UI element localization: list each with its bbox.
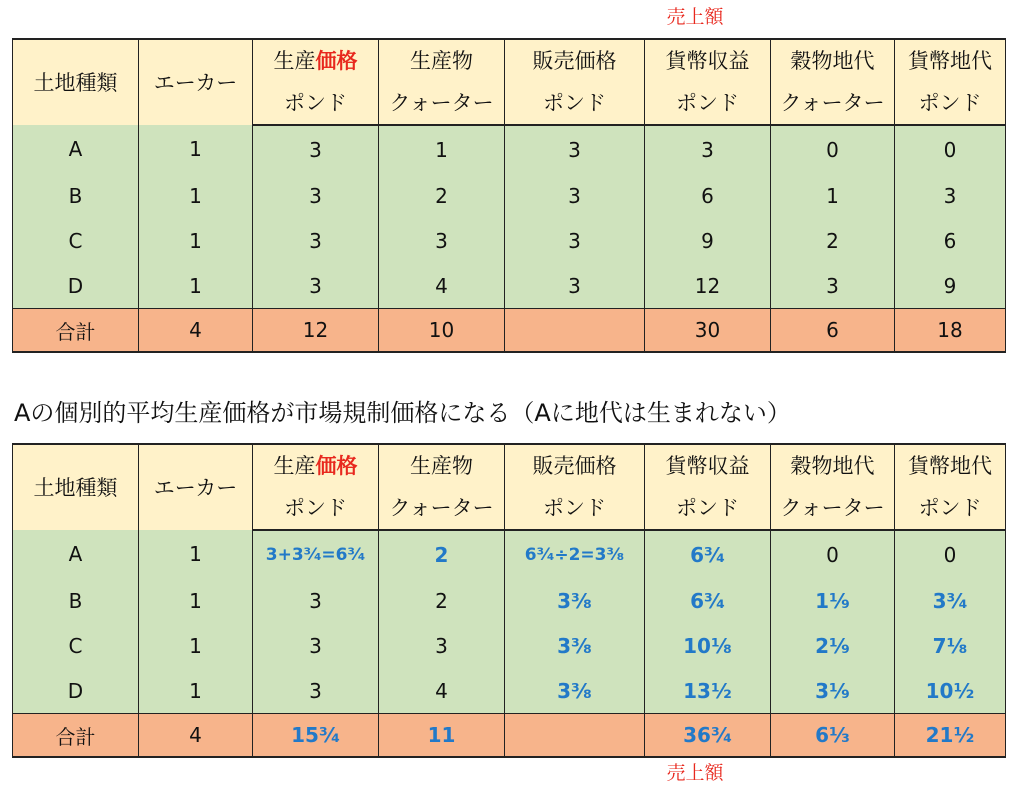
cell-land: C	[13, 623, 139, 668]
header-revenue: 貨幣収益	[645, 444, 771, 487]
cell-money-rent: 6	[895, 218, 1006, 263]
total-revenue: 30	[645, 309, 771, 353]
header-prod-price-unit: ポンド	[253, 487, 379, 530]
cell-prod-price: 3+3³⁄₄=6³⁄₄	[253, 530, 379, 578]
cell-grain-rent: 1	[771, 173, 895, 218]
total-row	[13, 714, 1006, 758]
cell-land: B	[13, 173, 139, 218]
cell-product: 4	[379, 263, 505, 309]
revenue-label-bottom: 売上額	[666, 762, 724, 784]
cell-sale-price: 3³⁄₈	[505, 578, 645, 623]
cell-land: D	[13, 263, 139, 309]
header-grain-rent-unit: クォーター	[771, 82, 895, 125]
revenue-label-top: 売上額	[666, 6, 724, 28]
cell-money-rent: 10¹⁄₂	[895, 668, 1006, 714]
cell-land: A	[13, 125, 139, 173]
total-label: 合計	[13, 714, 139, 758]
cell-revenue: 3	[645, 125, 771, 173]
total-label: 合計	[13, 309, 139, 353]
header-product: 生産物	[379, 444, 505, 487]
total-acre: 4	[139, 714, 253, 758]
header-acre: エーカー	[139, 39, 253, 125]
header-sale-price-unit: ポンド	[505, 487, 645, 530]
cell-sale-price: 3	[505, 173, 645, 218]
cell-prod-price: 3	[253, 623, 379, 668]
cell-money-rent: 9	[895, 263, 1006, 309]
total-revenue: 36³⁄₄	[645, 714, 771, 758]
rent-table-1	[12, 38, 1006, 353]
cell-revenue: 6³⁄₄	[645, 530, 771, 578]
header-land-type: 土地種類	[13, 39, 139, 125]
cell-grain-rent: 2	[771, 218, 895, 263]
cell-product: 2	[379, 173, 505, 218]
header-sale-price: 販売価格	[505, 444, 645, 487]
cell-money-rent: 7¹⁄₈	[895, 623, 1006, 668]
cell-acre: 1	[139, 530, 253, 578]
header-prod-price: 生産価格	[253, 39, 379, 82]
header-land-type: 土地種類	[13, 444, 139, 530]
cell-sale-price: 3³⁄₈	[505, 668, 645, 714]
header-money-rent-unit: ポンド	[895, 82, 1006, 125]
header-grain-rent-unit: クォーター	[771, 487, 895, 530]
cell-acre: 1	[139, 263, 253, 309]
cell-prod-price: 3	[253, 578, 379, 623]
header-prod-price: 生産価格	[253, 444, 379, 487]
total-sale-price	[505, 714, 645, 758]
table-row	[13, 173, 1006, 218]
total-prod-price: 15³⁄₄	[253, 714, 379, 758]
cell-money-rent: 3³⁄₄	[895, 578, 1006, 623]
header-grain-rent: 穀物地代	[771, 39, 895, 82]
table-row	[13, 668, 1006, 714]
cell-sale-price: 3	[505, 125, 645, 173]
cell-revenue: 13¹⁄₂	[645, 668, 771, 714]
header-acre: エーカー	[139, 444, 253, 530]
total-product: 10	[379, 309, 505, 353]
total-prod-price: 12	[253, 309, 379, 353]
cell-revenue: 12	[645, 263, 771, 309]
cell-land: B	[13, 578, 139, 623]
cell-grain-rent: 1¹⁄₉	[771, 578, 895, 623]
cell-acre: 1	[139, 173, 253, 218]
total-money-rent: 21¹⁄₂	[895, 714, 1006, 758]
cell-revenue: 9	[645, 218, 771, 263]
header-money-rent: 貨幣地代	[895, 39, 1006, 82]
cell-sale-price: 3³⁄₈	[505, 623, 645, 668]
cell-grain-rent: 2¹⁄₉	[771, 623, 895, 668]
cell-land: A	[13, 530, 139, 578]
header-prod-price-unit: ポンド	[253, 82, 379, 125]
header-revenue-unit: ポンド	[645, 487, 771, 530]
header-revenue: 貨幣収益	[645, 39, 771, 82]
cell-acre: 1	[139, 125, 253, 173]
header-sale-price-unit: ポンド	[505, 82, 645, 125]
total-money-rent: 18	[895, 309, 1006, 353]
cell-revenue: 6	[645, 173, 771, 218]
header-sale-price: 販売価格	[505, 39, 645, 82]
cell-sale-price: 3	[505, 263, 645, 309]
table-row	[13, 530, 1006, 578]
cell-prod-price: 3	[253, 263, 379, 309]
table-row	[13, 623, 1006, 668]
table-row	[13, 125, 1006, 173]
cell-acre: 1	[139, 623, 253, 668]
cell-acre: 1	[139, 218, 253, 263]
cell-grain-rent: 3	[771, 263, 895, 309]
cell-grain-rent: 0	[771, 125, 895, 173]
header-product-unit: クォーター	[379, 487, 505, 530]
cell-prod-price: 3	[253, 668, 379, 714]
total-acre: 4	[139, 309, 253, 353]
cell-prod-price: 3	[253, 173, 379, 218]
header-money-rent: 貨幣地代	[895, 444, 1006, 487]
total-sale-price	[505, 309, 645, 353]
cell-acre: 1	[139, 578, 253, 623]
cell-product: 3	[379, 623, 505, 668]
header-grain-rent: 穀物地代	[771, 444, 895, 487]
header-money-rent-unit: ポンド	[895, 487, 1006, 530]
cell-product: 2	[379, 530, 505, 578]
cell-money-rent: 0	[895, 530, 1006, 578]
cell-prod-price: 3	[253, 218, 379, 263]
cell-revenue: 10¹⁄₈	[645, 623, 771, 668]
cell-land: D	[13, 668, 139, 714]
cell-grain-rent: 3¹⁄₉	[771, 668, 895, 714]
cell-land: C	[13, 218, 139, 263]
table-row	[13, 218, 1006, 263]
table-row	[13, 263, 1006, 309]
cell-sale-price: 6³⁄₄÷2=3³⁄₈	[505, 530, 645, 578]
total-product: 11	[379, 714, 505, 758]
cell-product: 3	[379, 218, 505, 263]
rent-table-2	[12, 443, 1006, 758]
total-grain-rent: 6¹⁄₃	[771, 714, 895, 758]
section-subtitle: Aの個別的平均生産価格が市場規制価格になる（Aに地代は生まれない）	[14, 399, 791, 427]
header-product-unit: クォーター	[379, 82, 505, 125]
cell-product: 4	[379, 668, 505, 714]
cell-acre: 1	[139, 668, 253, 714]
cell-product: 1	[379, 125, 505, 173]
cell-revenue: 6³⁄₄	[645, 578, 771, 623]
cell-money-rent: 0	[895, 125, 1006, 173]
total-grain-rent: 6	[771, 309, 895, 353]
cell-money-rent: 3	[895, 173, 1006, 218]
cell-sale-price: 3	[505, 218, 645, 263]
header-product: 生産物	[379, 39, 505, 82]
table-row	[13, 578, 1006, 623]
cell-prod-price: 3	[253, 125, 379, 173]
cell-grain-rent: 0	[771, 530, 895, 578]
cell-product: 2	[379, 578, 505, 623]
total-row	[13, 309, 1006, 353]
header-revenue-unit: ポンド	[645, 82, 771, 125]
